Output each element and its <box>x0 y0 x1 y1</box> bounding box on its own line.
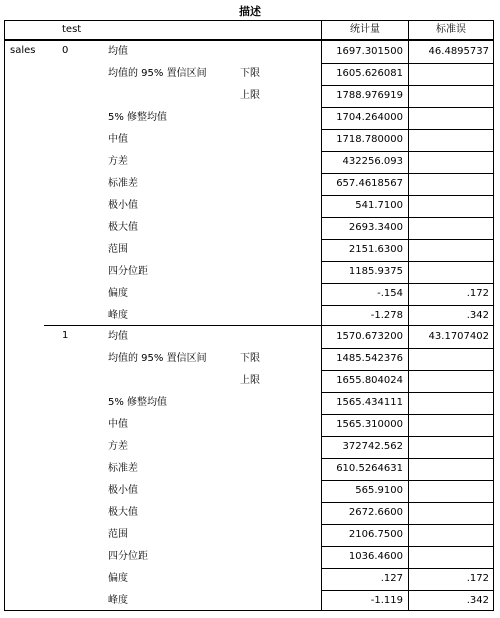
row-label: 极小值 <box>108 485 138 496</box>
statistic-value: 1565.310000 <box>336 419 403 430</box>
row-sublabel: 上限 <box>240 90 260 101</box>
variable-label: sales <box>10 45 36 56</box>
statistic-value: 1718.780000 <box>336 134 403 145</box>
table-row <box>4 41 494 63</box>
header-std-error: 标准误 <box>436 24 466 35</box>
table-row <box>4 129 494 151</box>
statistic-value: 2693.3400 <box>348 222 403 233</box>
statistic-value: 1485.542376 <box>336 353 403 364</box>
statistic-value: 2151.6300 <box>348 244 403 255</box>
statistic-value: 2106.7500 <box>348 529 403 540</box>
table-row <box>4 502 494 524</box>
row-label: 极大值 <box>108 222 138 233</box>
table-row <box>4 217 494 239</box>
table-row <box>4 436 494 458</box>
statistic-value: 610.5264631 <box>336 463 403 474</box>
group-level-label: 1 <box>62 330 69 341</box>
row-label: 范围 <box>108 529 128 540</box>
statistic-value: 1697.301500 <box>336 46 403 57</box>
descriptives-table <box>4 20 494 611</box>
row-label: 标准差 <box>108 463 138 474</box>
row-label: 极小值 <box>108 200 138 211</box>
header-group-label: test <box>62 24 82 35</box>
table-row <box>4 85 494 107</box>
table-top-border <box>4 20 494 21</box>
statistic-value: 1605.626081 <box>336 68 403 79</box>
group-level-label: 0 <box>62 45 69 56</box>
row-label: 均值 <box>108 331 128 342</box>
table-row <box>4 151 494 173</box>
statistic-value: 1185.9375 <box>348 266 403 277</box>
statistic-value: -1.119 <box>370 595 403 606</box>
row-label: 范围 <box>108 244 128 255</box>
row-label: 四分位距 <box>108 266 148 277</box>
statistic-value: 432256.093 <box>342 156 403 167</box>
table-row <box>4 173 494 195</box>
std-error-value: 46.4895737 <box>428 46 489 57</box>
table-row <box>4 107 494 129</box>
header-statistic: 统计量 <box>350 24 380 35</box>
statistic-value: 1570.673200 <box>336 331 403 342</box>
row-sublabel: 上限 <box>240 375 260 386</box>
row-label: 中值 <box>108 419 128 430</box>
std-error-value: .342 <box>466 310 489 321</box>
table-row <box>4 568 494 590</box>
statistic-value: 1036.4600 <box>348 551 403 562</box>
table-row <box>4 524 494 546</box>
table-row <box>4 480 494 502</box>
std-error-value: .172 <box>466 573 489 584</box>
row-label: 5% 修整均值 <box>108 112 168 123</box>
row-sublabel: 下限 <box>240 353 260 364</box>
table-row <box>4 63 494 85</box>
table-row <box>4 305 494 327</box>
statistic-value: 657.4618567 <box>336 178 403 189</box>
std-error-value: .172 <box>466 288 489 299</box>
row-label: 均值的 95% 置信区间 <box>108 68 207 79</box>
table-row <box>4 370 494 392</box>
row-label: 偏度 <box>108 288 128 299</box>
std-error-value: .342 <box>466 595 489 606</box>
table-row <box>4 546 494 568</box>
row-label: 四分位距 <box>108 551 148 562</box>
table-row <box>4 392 494 414</box>
statistic-value: 1788.976919 <box>336 90 403 101</box>
row-label: 均值的 95% 置信区间 <box>108 353 207 364</box>
table-row <box>4 458 494 480</box>
statistic-value: 1704.264000 <box>336 112 403 123</box>
statistic-value: -1.278 <box>370 310 403 321</box>
row-label: 极大值 <box>108 507 138 518</box>
row-label: 5% 修整均值 <box>108 397 168 408</box>
row-sublabel: 下限 <box>240 68 260 79</box>
statistic-value: -.154 <box>377 288 403 299</box>
statistic-value: .127 <box>380 573 403 584</box>
row-label: 偏度 <box>108 573 128 584</box>
statistic-value: 2672.6600 <box>348 507 403 518</box>
table-row <box>4 414 494 436</box>
table-title: 描述 <box>239 5 261 18</box>
row-label: 方差 <box>108 156 128 167</box>
statistic-value: 372742.562 <box>342 441 403 452</box>
statistic-value: 1655.804024 <box>336 375 403 386</box>
table-row <box>4 261 494 283</box>
table-row <box>4 283 494 305</box>
table-row <box>4 239 494 261</box>
table-row <box>4 195 494 217</box>
row-label: 峰度 <box>108 595 128 606</box>
statistic-value: 1565.434111 <box>336 397 403 408</box>
std-error-value: 43.1707402 <box>428 331 489 342</box>
table-row <box>4 326 494 348</box>
row-label: 标准差 <box>108 178 138 189</box>
table-row <box>4 590 494 612</box>
row-label: 方差 <box>108 441 128 452</box>
row-label: 峰度 <box>108 310 128 321</box>
table-row <box>4 348 494 370</box>
statistic-value: 565.9100 <box>355 485 403 496</box>
row-label: 中值 <box>108 134 128 145</box>
row-label: 均值 <box>108 46 128 57</box>
statistic-value: 541.7100 <box>355 200 403 211</box>
